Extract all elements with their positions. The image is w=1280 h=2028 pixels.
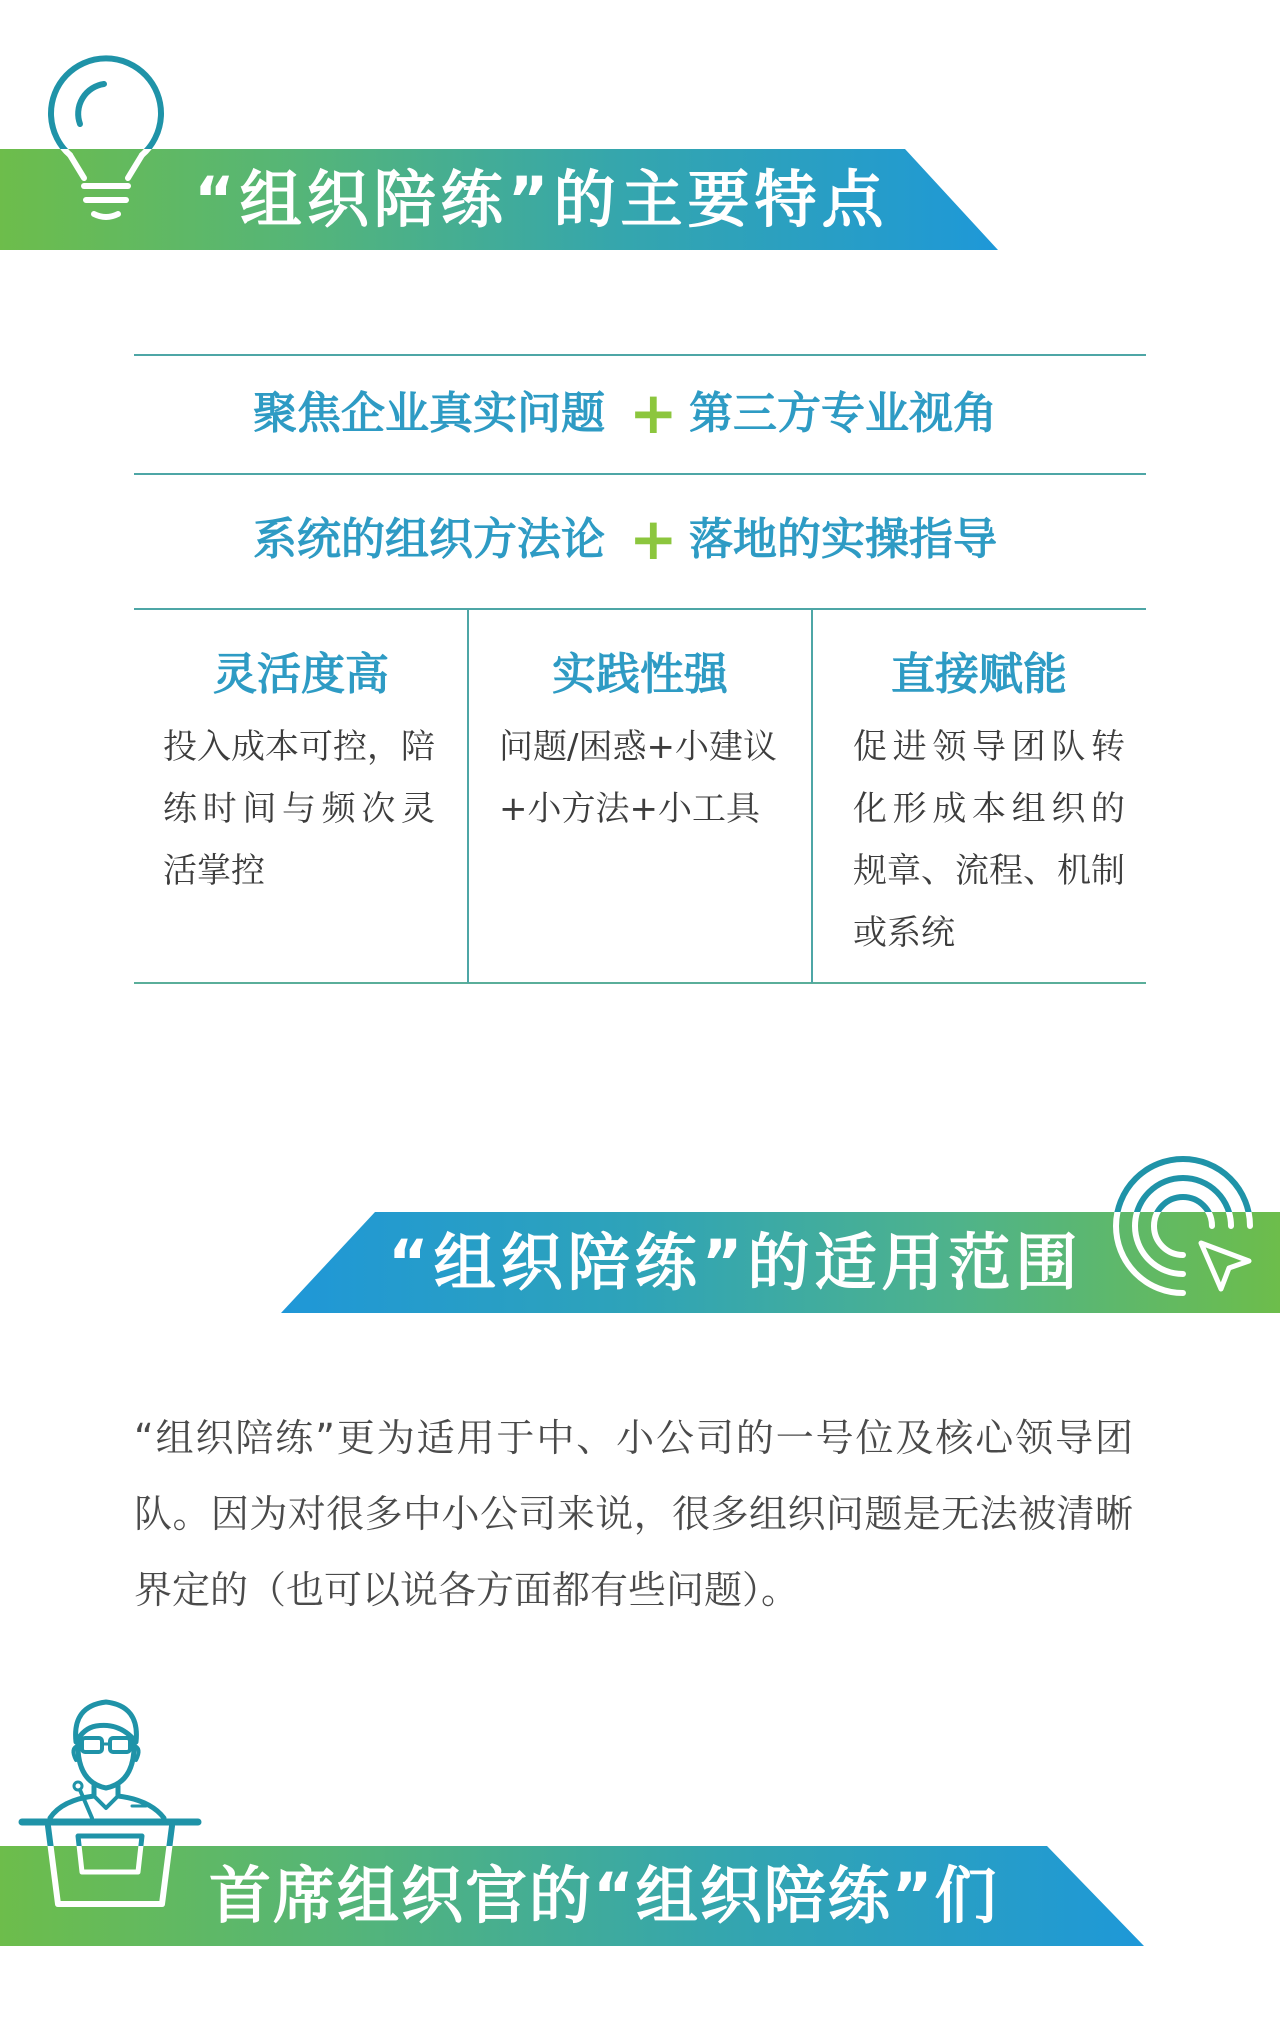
column-body-line: 化形成本组织的 [853, 789, 1125, 829]
column-body-line: 规章、流程、机制 [853, 851, 1125, 891]
table-rule-top [134, 354, 1146, 356]
row2-left-text: 系统的组织方法论 [253, 514, 605, 565]
column-heading: 直接赋能 [891, 649, 1067, 700]
column-body-line: 练时间与频次灵 [163, 789, 435, 829]
applicability-paragraph [134, 1400, 1133, 1628]
column-body-line: 活掌控 [163, 851, 265, 891]
feature-column-empowerment [812, 645, 1146, 953]
target-cursor-icon [1080, 1130, 1280, 1320]
section3-title: 首席组织官的“组织陪练”们 [209, 1859, 999, 1932]
lightbulb-icon [0, 0, 220, 260]
column-heading: 灵活度高 [213, 649, 389, 700]
column-body-line: +小方法+小工具 [499, 789, 760, 829]
column-body-line: 问题/困惑+小建议 [499, 727, 777, 767]
feature-column-flexibility [134, 645, 468, 891]
column-body [499, 716, 789, 840]
column-body [853, 716, 1125, 964]
column-body-line: 或系统 [853, 913, 955, 953]
column-body [163, 716, 435, 902]
section1-title: “组织陪练”的主要特点 [194, 163, 889, 236]
table-rule [134, 608, 1146, 610]
paragraph-line: 队。因为对很多中小公司来说，很多组织问题是无法被清晰 [134, 1492, 1133, 1536]
feature-column-practicality [468, 645, 812, 829]
paragraph-line: “组织陪练”更为适用于中、小公司的一号位及核心领导团 [134, 1416, 1133, 1460]
section2-title: “组织陪练”的适用范围 [388, 1226, 1083, 1299]
table-rule [134, 473, 1146, 475]
paragraph-line: 界定的（也可以说各方面都有些问题）。 [134, 1568, 800, 1612]
plus-icon: + [629, 505, 678, 573]
column-body-line: 促进领导团队转 [853, 727, 1125, 767]
row1-left-text: 聚焦企业真实问题 [253, 388, 605, 439]
column-heading: 实践性强 [552, 649, 728, 700]
row1-right-text: 第三方专业视角 [689, 388, 997, 439]
speaker-at-podium-icon [0, 1680, 220, 1920]
column-body-line: 投入成本可控，陪 [163, 727, 435, 767]
plus-icon: + [629, 379, 678, 447]
row2-right-text: 落地的实操指导 [689, 514, 997, 565]
table-rule-bottom [134, 982, 1146, 984]
